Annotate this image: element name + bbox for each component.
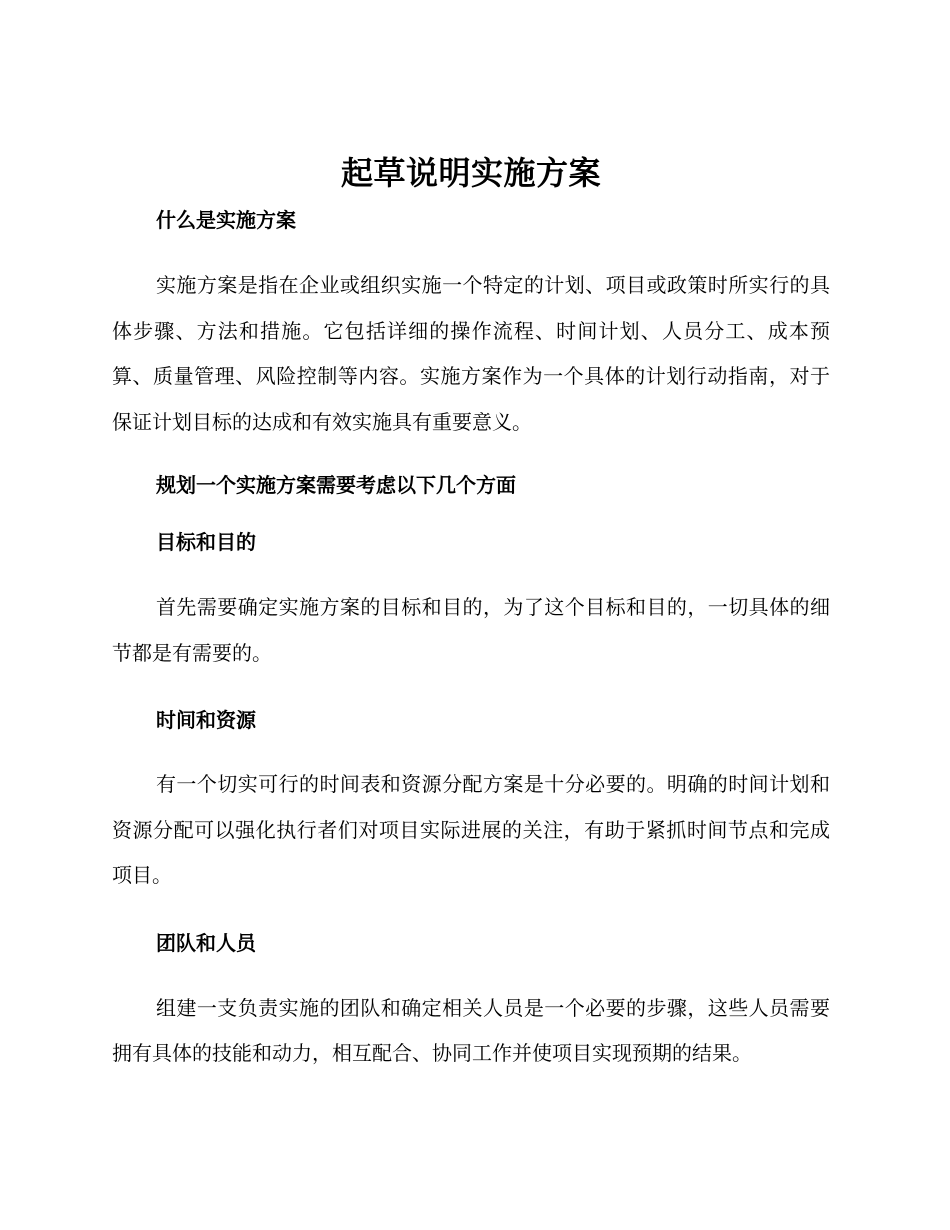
section-paragraph-time-resources: 有一个切实可行的时间表和资源分配方案是十分必要的。明确的时间计划和资源分配可以强化执行者们对项目实际进展的关注，有助于紧抓时间节点和完成项目。 <box>112 772 830 887</box>
section-heading-team-personnel: 团队和人员 <box>156 930 256 955</box>
document-body <box>112 150 830 1077</box>
section-paragraph-goals: 首先需要确定实施方案的目标和目的，为了这个目标和目的，一切具体的细节都是有需要的。 <box>112 595 830 665</box>
section-heading-goals: 目标和目的 <box>156 530 256 554</box>
document-title: 起草说明实施方案 <box>340 154 601 192</box>
section-heading-time-resources: 时间和资源 <box>156 708 256 732</box>
section-paragraph-what-is-plan: 实施方案是指在企业或组织实施一个特定的计划、项目或政策时所实行的具体步骤、方法和措施。它包括详细的操作流程、时间计划、人员分工、成本预算、质量管理、风险控制等内容。实施方案作为一个具体的计划行动指南，对于保证计划目标的达成和有效实施具有重要意义。 <box>112 273 830 434</box>
section-heading-planning-aspects: 规划一个实施方案需要考虑以下几个方面 <box>156 473 516 497</box>
section-heading-what-is-plan: 什么是实施方案 <box>156 208 296 232</box>
section-paragraph-team-personnel: 组建一支负责实施的团队和确定相关人员是一个必要的步骤，这些人员需要拥有具体的技能和动力，相互配合、协同工作并使项目实现预期的结果。 <box>112 995 830 1065</box>
